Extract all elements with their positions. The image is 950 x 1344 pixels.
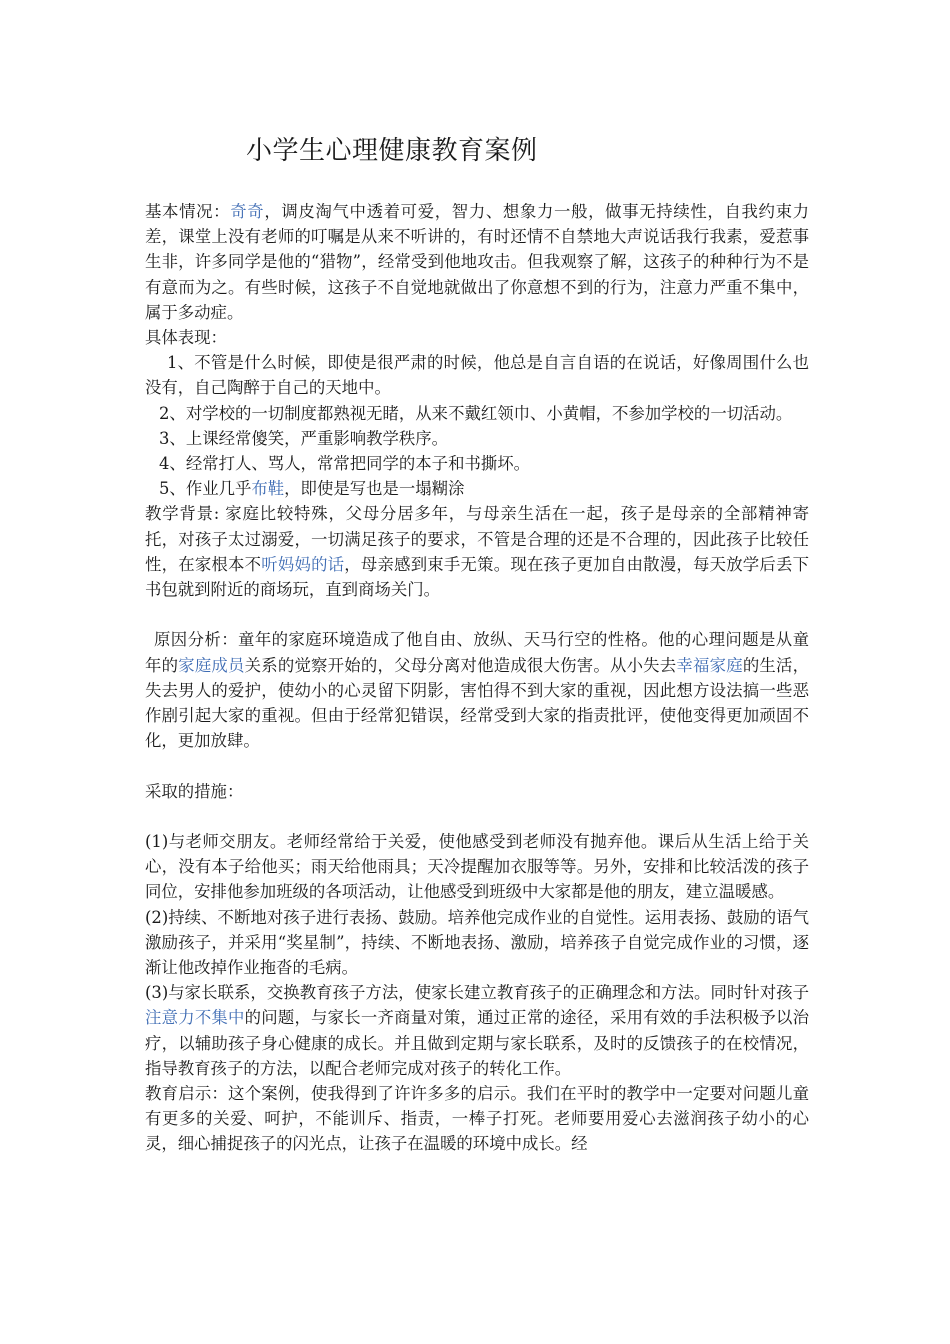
basic-info-paragraph xyxy=(145,199,809,325)
background-text-a: 教学背景: 家庭比较特殊，父母分居多年，与母亲生活在一起，孩子是母亲的全部精神寄托，对孩子太过溺爱，一切满足孩子的要求，不管是合理的还是不合理的，因此孩子比较任性，在家根本不 xyxy=(145,504,809,574)
measure-3-text-a: (3)与家长联系，交换教育孩子方法，使家长建立教育孩子的正确理念和方法。同时针对孩子 xyxy=(145,983,809,1003)
measures-heading: 采取的措施： xyxy=(145,781,244,801)
blank-line xyxy=(145,804,809,829)
document-title: 小学生心理健康教育案例 xyxy=(246,136,538,166)
analysis-text-b: 关系的觉察开始的，父母分离对他造成很大伤害。从小失去 xyxy=(244,655,677,675)
happy-family-link[interactable]: 幸福家庭 xyxy=(676,655,743,675)
attention-deficit-link[interactable]: 注意力不集中 xyxy=(145,1008,245,1028)
performance-item-3: 3、上课经常傻笑，严重影响教学秩序。 xyxy=(159,428,449,448)
measure-3-text-b: 的问题，与家长一齐商量对策，通过正常的途径，采用有效的手法积极予以治疗，以辅助孩子身心健康的成长。并且做到定期与家长联系，及时的反馈孩子的在校情况，指导教育孩子的方法，以配合老师完成对孩子的转化工作。 xyxy=(145,1008,810,1078)
performance-item-2: 2、对学校的一切制度都熟视无睹，从来不戴红领巾、小黄帽，不参加学校的一切活动。 xyxy=(159,403,793,423)
background-paragraph xyxy=(145,501,809,602)
measure-3 xyxy=(145,980,809,1081)
name-link[interactable]: 奇奇 xyxy=(230,202,265,221)
document-body xyxy=(145,199,809,1157)
listen-to-mom-link[interactable]: 听妈妈的话 xyxy=(261,554,345,574)
basic-info-text: ，调皮淘气中透着可爱，智力、想象力一般，做事无持续性，自我约束力差，课堂上没有老师的叮嘱是从来不听讲的，有时还情不自禁地大声说话我行我素，爱惹事生非，许多同学是他的“猎物”，经常受到他地攻击。但我观察了解，这孩子的种种行为不是有意而为之。有些时候，这孩子不自觉地就做出了你意想不到的行为，注意力严重不集中，属于多动症。 xyxy=(145,202,810,322)
analysis-paragraph xyxy=(145,627,809,753)
analysis-text-a: 原因分析：童年的家庭环境造成了他自由、放纵、天马行空的性格。他的心理问题是从童年的 xyxy=(145,630,809,675)
basic-info-label: 基本情况： xyxy=(145,202,231,221)
performance-item-5-text-a: 5、作业几乎 xyxy=(159,479,252,499)
family-member-link[interactable]: 家庭成员 xyxy=(178,655,245,675)
performance-item-5-text-b: ，即使是写也是一塌糊涂 xyxy=(284,479,465,499)
background-text-b: ，母亲感到束手无策。现在孩子更加自由散漫，每天放学后丢下书包就到附近的商场玩，直到商场关门。 xyxy=(145,554,810,600)
performance-item-4: 4、经常打人、骂人，常常把同学的本子和书撕坏。 xyxy=(159,454,531,474)
measure-1: (1)与老师交朋友。老师经常给于关爱，使他感受到老师没有抛弃他。课后从生活上给于关心，没有本子给他买；雨天给他雨具；天冷提醒加衣服等等。另外，安排和比较活泼的孩子同位，安排他参加班级的各项活动，让他感受到班级中大家都是他的朋友，建立温暖感。 xyxy=(145,832,809,902)
measure-2: (2)持续、不断地对孩子进行表扬、鼓励。培养他完成作业的自觉性。运用表扬、鼓励的语气激励孩子，并采用“奖星制”，持续、不断地表扬、激励，培养孩子自觉完成作业的习惯，逐渐让他改掉作业拖沓的毛病。 xyxy=(145,907,809,978)
shoe-link[interactable]: 布鞋 xyxy=(251,479,285,499)
blank-line xyxy=(145,753,809,778)
performance-item-1: 1、不管是什么时候，即使是很严肃的时候，他总是自言自语的在说话，好像周围什么也没有，自己陶醉于自己的天地中。 xyxy=(145,353,809,398)
blank-line xyxy=(145,602,809,627)
analysis-text-c: 的生活，失去男人的爱护，使幼小的心灵留下阴影，害怕得不到大家的重视，因此想方设法搞一些恶作剧引起大家的重视。但由于经常犯错误，经常受到大家的指责批评，使他变得更加顽固不化，更加放肆。 xyxy=(145,655,810,751)
insight-paragraph: 教育启示：这个案例，使我得到了许许多多的启示。我们在平时的教学中一定要对问题儿童有更多的关爱、呵护，不能训斥、指责，一棒子打死。老师要用爱心去滋润孩子幼小的心灵，细心捕捉孩子的闪光点，让孩子在温暖的环境中成长。经 xyxy=(145,1084,809,1154)
performance-heading: 具体表现： xyxy=(145,328,227,348)
performance-item-5 xyxy=(145,476,809,501)
